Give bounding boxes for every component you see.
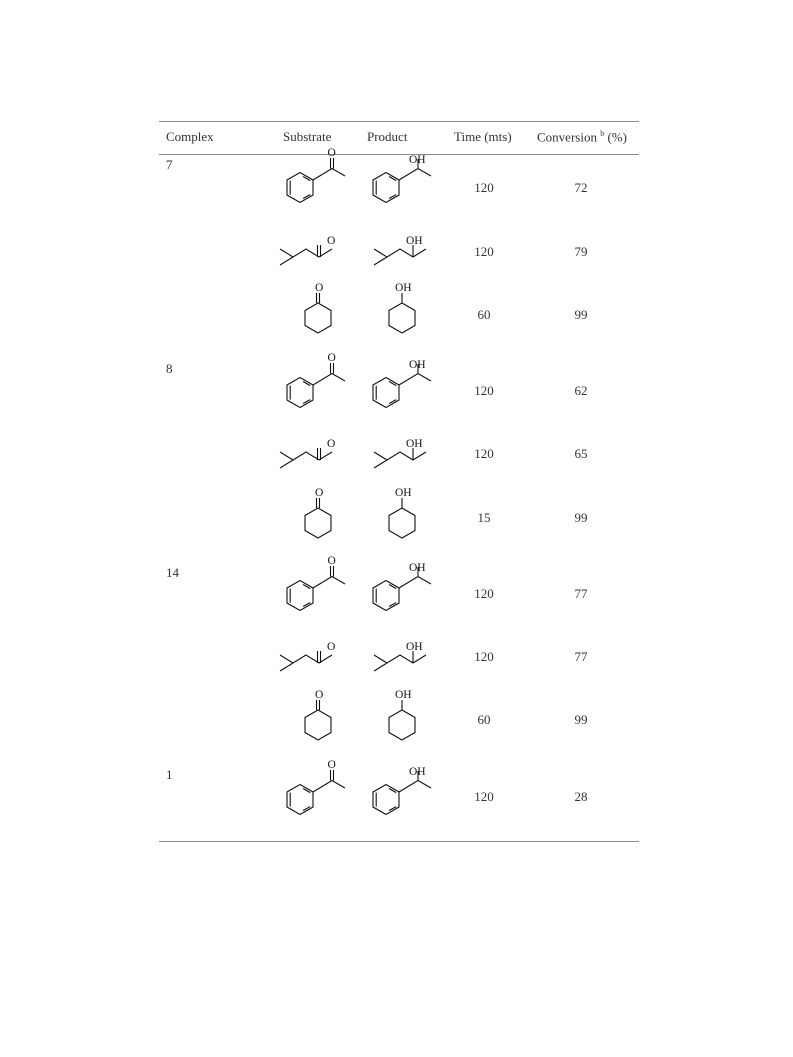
hydroxyl-label: OH	[406, 641, 423, 653]
hydroxyl-label: OH	[409, 154, 426, 166]
header-complex: Complex	[166, 129, 214, 144]
substrate-acetophenone	[270, 759, 360, 827]
header-conversion-unit: (%)	[607, 129, 627, 145]
hydroxyl-label: OH	[406, 438, 423, 450]
time-value: 120	[474, 586, 494, 601]
time-value: 15	[477, 510, 491, 525]
oxygen-label: O	[327, 147, 336, 159]
hydroxyl-label: OH	[395, 689, 412, 701]
time-value: 120	[474, 383, 494, 398]
oxygen-label: O	[315, 487, 324, 499]
product-cyclohexanol	[356, 487, 446, 555]
product-methylpentanol	[356, 636, 446, 686]
oxygen-label: O	[315, 282, 324, 294]
hydroxyl-label: OH	[409, 359, 426, 371]
conversion-value: 99	[574, 307, 588, 322]
header-conversion-label: Conversion	[537, 129, 597, 145]
time-value: 120	[474, 180, 494, 195]
hydroxyl-label: OH	[409, 562, 426, 574]
product-phenylethanol	[356, 563, 446, 623]
product-methylpentanol	[356, 230, 446, 280]
oxygen-label: O	[327, 555, 336, 567]
oxygen-label: O	[327, 759, 336, 771]
complex-label: 14	[166, 565, 179, 580]
hydroxyl-label: OH	[395, 487, 412, 499]
header-product: Product	[367, 129, 408, 144]
substrate-methylpentanone	[270, 636, 360, 686]
time-value: 60	[477, 712, 491, 727]
conversion-value: 62	[574, 383, 588, 398]
substrate-cyclohexanone	[270, 282, 360, 350]
substrate-acetophenone	[270, 352, 360, 420]
conversion-value: 72	[574, 180, 588, 195]
header-substrate: Substrate	[283, 129, 332, 144]
substrate-methylpentanone	[270, 230, 360, 280]
oxygen-label: O	[327, 438, 336, 450]
conversion-value: 28	[574, 789, 588, 804]
substrate-acetophenone	[270, 147, 360, 215]
conversion-value: 77	[574, 586, 588, 601]
header-conversion-footnote: b	[600, 129, 605, 138]
oxygen-label: O	[327, 352, 336, 364]
time-value: 120	[474, 446, 494, 461]
time-value: 120	[474, 244, 494, 259]
header-time: Time (mts)	[454, 129, 512, 144]
substrate-methylpentanone	[270, 433, 360, 483]
time-value: 120	[474, 789, 494, 804]
complex-label: 1	[166, 767, 173, 782]
conversion-value: 79	[574, 244, 588, 259]
product-phenylethanol	[356, 155, 446, 215]
conversion-value: 99	[574, 712, 588, 727]
product-phenylethanol	[356, 767, 446, 827]
substrate-acetophenone	[270, 555, 360, 623]
complex-label: 7	[166, 157, 173, 172]
oxygen-label: O	[327, 235, 336, 247]
time-value: 120	[474, 649, 494, 664]
header-conversion	[537, 129, 627, 145]
hydroxyl-label: OH	[395, 282, 412, 294]
oxygen-label: O	[327, 641, 336, 653]
product-cyclohexanol	[356, 282, 446, 350]
table-top-rule	[159, 121, 639, 122]
hydroxyl-label: OH	[406, 235, 423, 247]
substrate-cyclohexanone	[270, 689, 360, 757]
product-phenylethanol	[356, 360, 446, 420]
conversion-value: 77	[574, 649, 588, 664]
substrate-cyclohexanone	[270, 487, 360, 555]
hydroxyl-label: OH	[409, 766, 426, 778]
complex-label: 8	[166, 361, 173, 376]
product-cyclohexanol	[356, 689, 446, 757]
oxygen-label: O	[315, 689, 324, 701]
conversion-value: 99	[574, 510, 588, 525]
time-value: 60	[477, 307, 491, 322]
product-methylpentanol	[356, 433, 446, 483]
table-bottom-rule	[159, 841, 639, 842]
conversion-value: 65	[574, 446, 588, 461]
